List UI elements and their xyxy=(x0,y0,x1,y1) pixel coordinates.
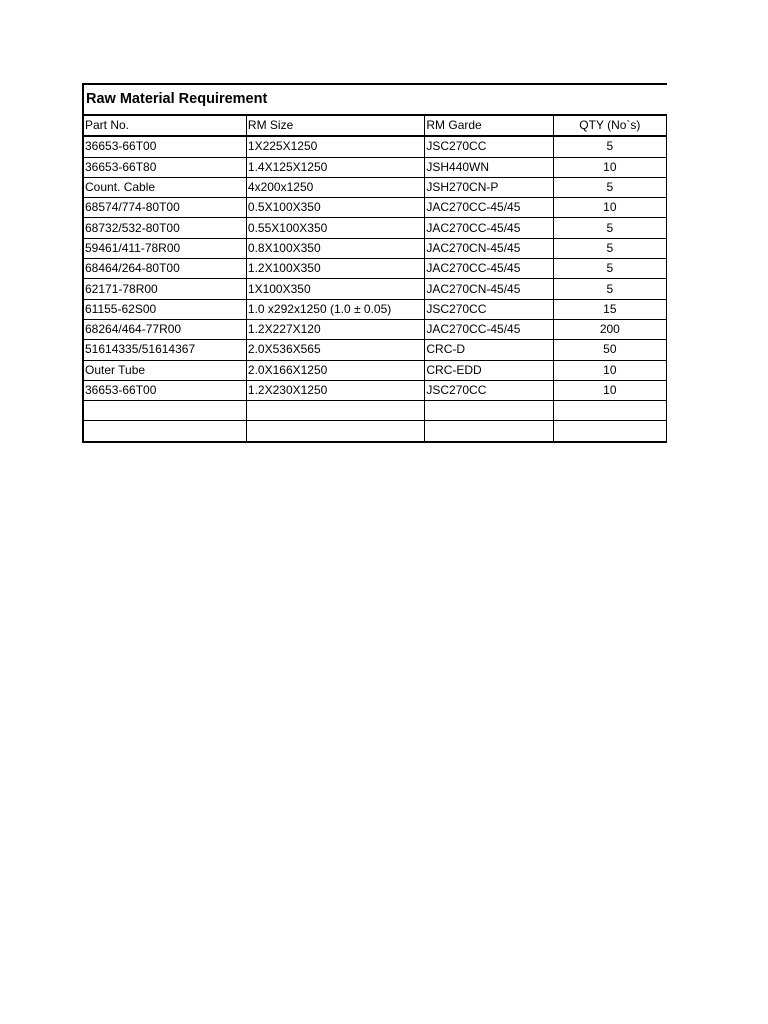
cell-part-no: Outer Tube xyxy=(84,360,246,380)
cell-rm-size: 1.0 x292x1250 (1.0 ± 0.05) xyxy=(246,299,424,319)
cell-rm-size: 1.2X230X1250 xyxy=(246,380,424,400)
header-rm-size: RM Size xyxy=(246,116,424,136)
table-row xyxy=(84,299,667,319)
cell-part-no: 59461/411-78R00 xyxy=(84,238,246,258)
cell-rm-size: 1X100X350 xyxy=(246,279,424,299)
cell-part-no: 68464/264-80T00 xyxy=(84,259,246,279)
cell-qty: 5 xyxy=(553,136,666,157)
raw-material-sheet xyxy=(82,83,667,443)
cell-part-no: 36653-66T00 xyxy=(84,136,246,157)
cell-rm-grade: JAC270CC-45/45 xyxy=(425,218,553,238)
cell-qty: 200 xyxy=(553,319,666,339)
cell-qty: 50 xyxy=(553,340,666,360)
cell-part-no: 36653-66T80 xyxy=(84,157,246,177)
table-row xyxy=(84,360,667,380)
cell-qty: 5 xyxy=(553,177,666,197)
cell-rm-grade: JAC270CC-45/45 xyxy=(425,259,553,279)
cell-rm-grade: JAC270CC-45/45 xyxy=(425,319,553,339)
cell-part-no: 68574/774-80T00 xyxy=(84,198,246,218)
cell-rm-size: 2.0X536X565 xyxy=(246,340,424,360)
cell-rm-size xyxy=(246,401,424,421)
cell-qty: 10 xyxy=(553,157,666,177)
cell-rm-grade: JAC270CN-45/45 xyxy=(425,238,553,258)
cell-qty xyxy=(553,401,666,421)
cell-qty: 5 xyxy=(553,218,666,238)
cell-rm-grade: JSC270CC xyxy=(425,136,553,157)
table-row xyxy=(84,177,667,197)
header-row xyxy=(84,116,667,136)
cell-rm-size: 0.5X100X350 xyxy=(246,198,424,218)
header-qty: QTY (No`s) xyxy=(553,116,666,136)
cell-rm-grade: JSC270CC xyxy=(425,380,553,400)
cell-part-no: Count. Cable xyxy=(84,177,246,197)
cell-part-no: 68732/532-80T00 xyxy=(84,218,246,238)
cell-rm-size: 2.0X166X1250 xyxy=(246,360,424,380)
header-part-no: Part No. xyxy=(84,116,246,136)
table-row xyxy=(84,238,667,258)
cell-part-no: 51614335/51614367 xyxy=(84,340,246,360)
cell-rm-size: 1.2X227X120 xyxy=(246,319,424,339)
cell-rm-grade: CRC-EDD xyxy=(425,360,553,380)
cell-part-no xyxy=(84,401,246,421)
cell-qty: 5 xyxy=(553,259,666,279)
raw-material-table xyxy=(84,116,667,441)
cell-rm-size: 4x200x1250 xyxy=(246,177,424,197)
cell-part-no: 61155-62S00 xyxy=(84,299,246,319)
cell-part-no xyxy=(84,421,246,441)
cell-rm-size: 0.55X100X350 xyxy=(246,218,424,238)
cell-rm-size: 0.8X100X350 xyxy=(246,238,424,258)
cell-qty: 10 xyxy=(553,380,666,400)
table-row xyxy=(84,319,667,339)
cell-rm-size: 1X225X1250 xyxy=(246,136,424,157)
cell-rm-size: 1.4X125X1250 xyxy=(246,157,424,177)
table-row xyxy=(84,279,667,299)
cell-part-no: 68264/464-77R00 xyxy=(84,319,246,339)
cell-rm-grade: JAC270CC-45/45 xyxy=(425,198,553,218)
cell-part-no: 62171-78R00 xyxy=(84,279,246,299)
cell-rm-grade: JAC270CN-45/45 xyxy=(425,279,553,299)
table-row xyxy=(84,198,667,218)
cell-rm-grade: JSH270CN-P xyxy=(425,177,553,197)
table-row xyxy=(84,259,667,279)
cell-rm-grade xyxy=(425,401,553,421)
cell-qty xyxy=(553,421,666,441)
cell-rm-size xyxy=(246,421,424,441)
table-row xyxy=(84,218,667,238)
table-row xyxy=(84,340,667,360)
cell-rm-grade: JSH440WN xyxy=(425,157,553,177)
cell-qty: 10 xyxy=(553,198,666,218)
cell-rm-grade: JSC270CC xyxy=(425,299,553,319)
table-row xyxy=(84,136,667,157)
cell-rm-size: 1.2X100X350 xyxy=(246,259,424,279)
cell-qty: 5 xyxy=(553,238,666,258)
cell-rm-grade: CRC-D xyxy=(425,340,553,360)
cell-qty: 5 xyxy=(553,279,666,299)
cell-qty: 10 xyxy=(553,360,666,380)
table-row xyxy=(84,157,667,177)
table-row xyxy=(84,380,667,400)
header-rm-grade: RM Garde xyxy=(425,116,553,136)
sheet-title: Raw Material Requirement xyxy=(84,85,667,116)
cell-qty: 15 xyxy=(553,299,666,319)
cell-part-no: 36653-66T00 xyxy=(84,380,246,400)
table-row xyxy=(84,401,667,421)
table-row xyxy=(84,421,667,441)
cell-rm-grade xyxy=(425,421,553,441)
